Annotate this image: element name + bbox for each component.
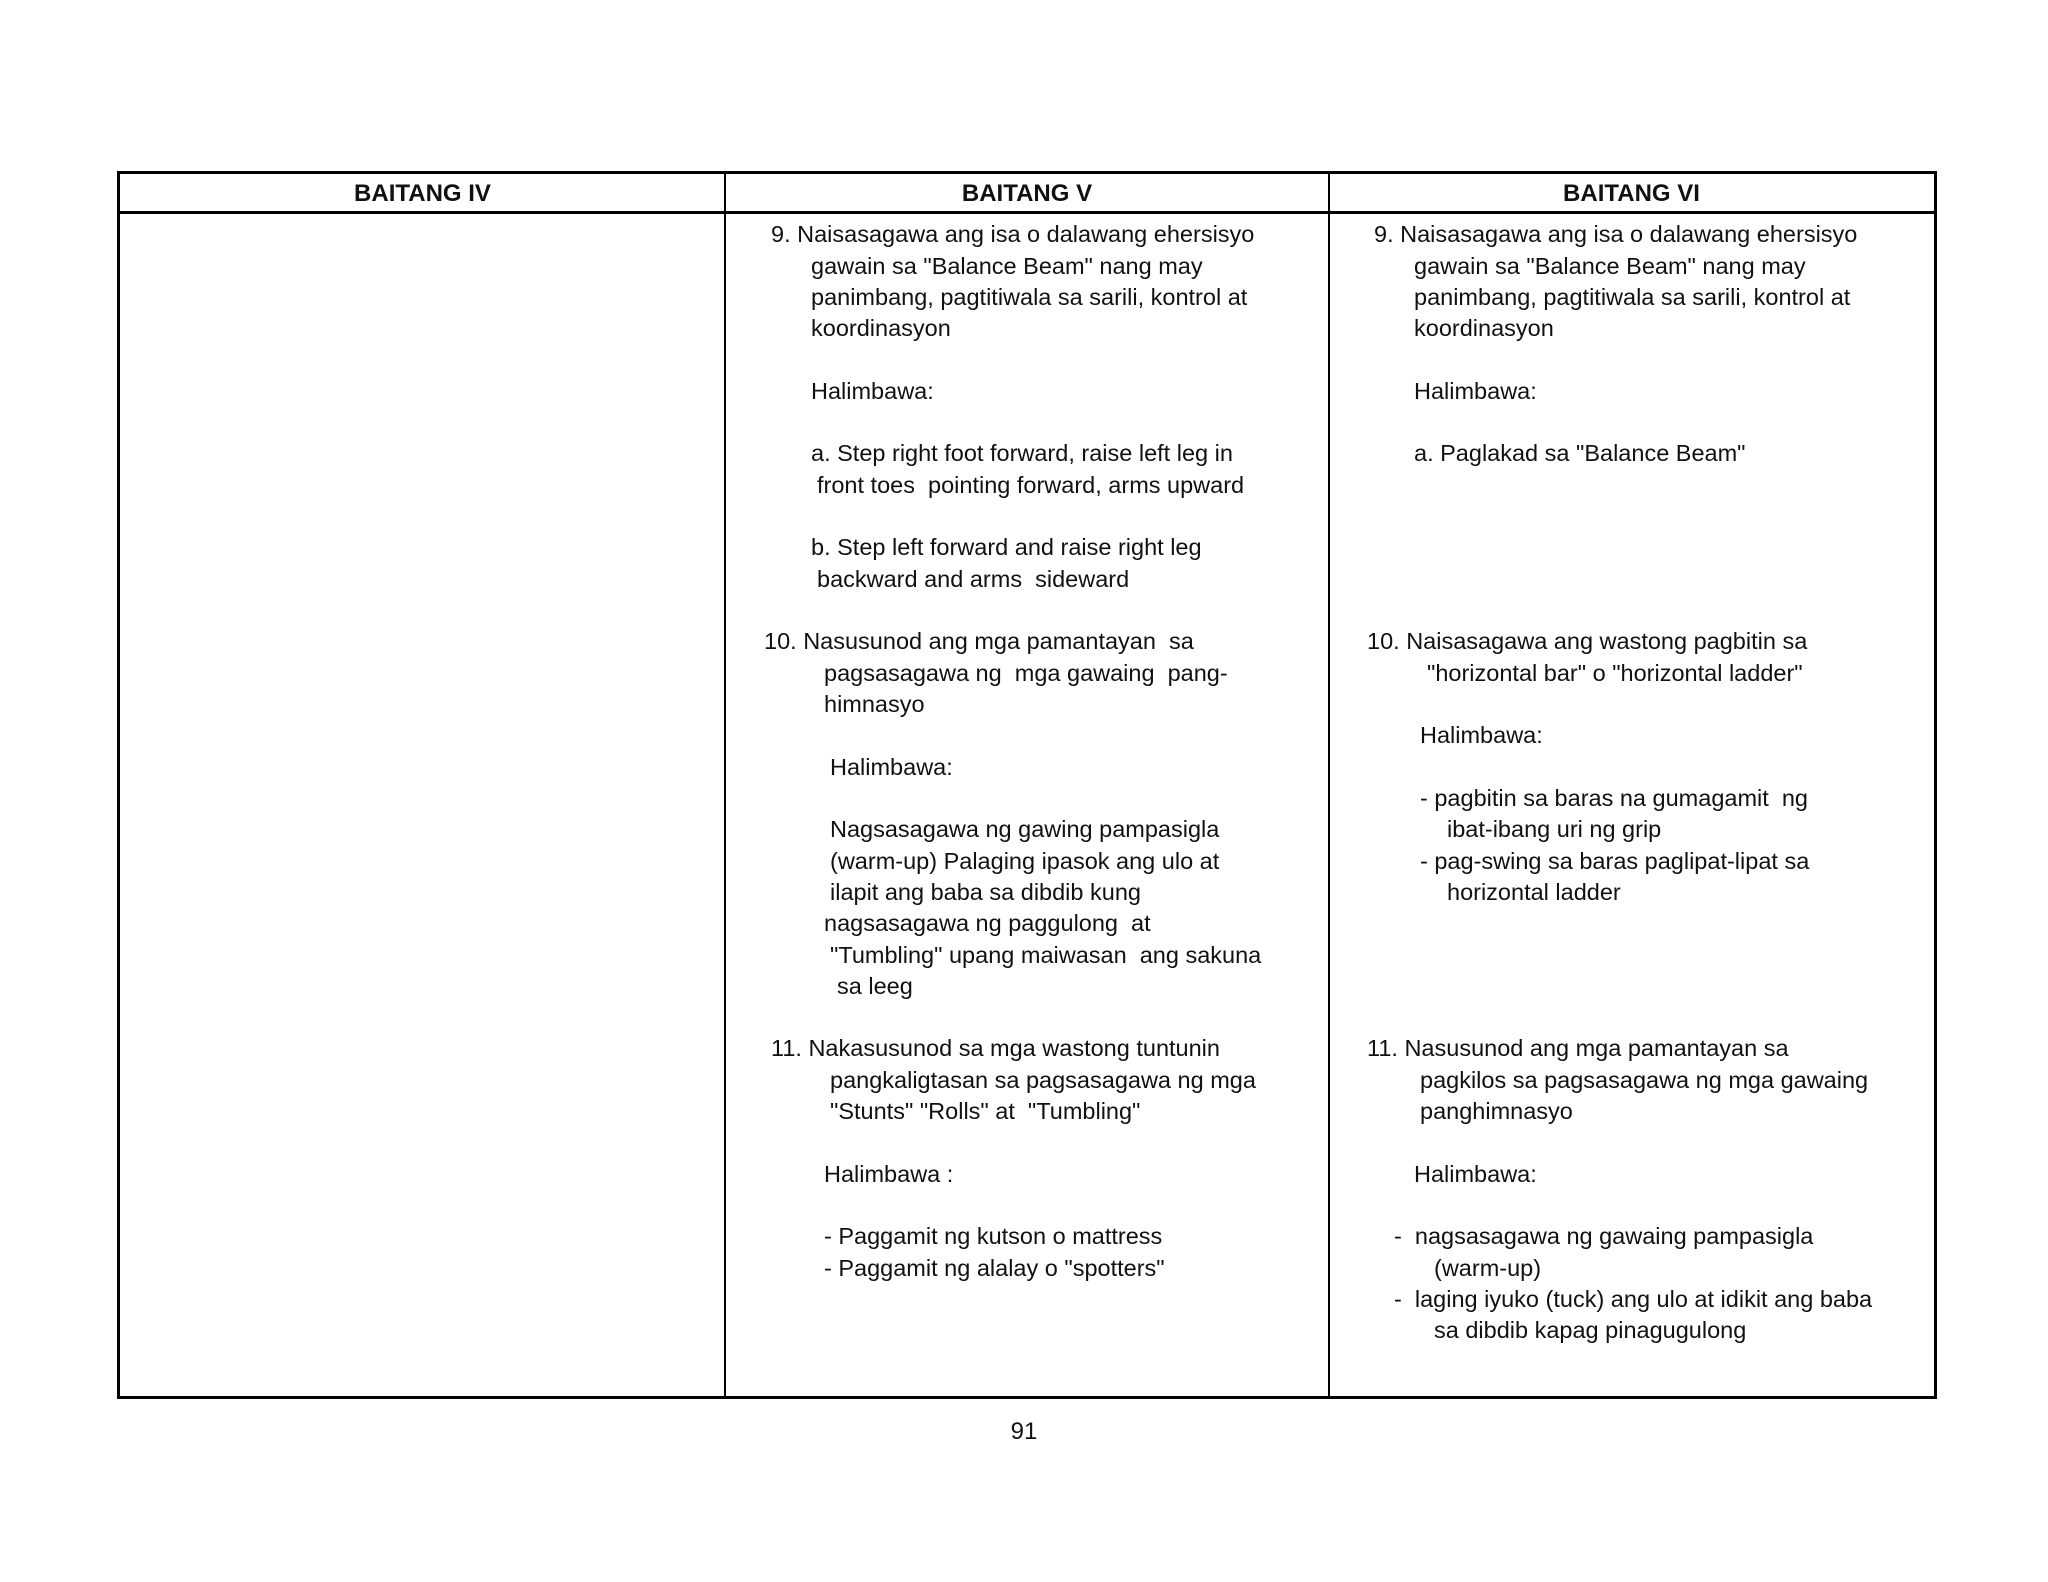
- text-line: pangkaligtasan sa pagsasagawa ng mga: [830, 1067, 1256, 1093]
- text-line: nagsasagawa ng paggulong at: [824, 910, 1151, 936]
- text-line: "Stunts" "Rolls" at "Tumbling": [830, 1098, 1141, 1124]
- text-line: - laging iyuko (tuck) ang ulo at idikit ang baba: [1394, 1286, 1873, 1312]
- text-line: sa dibdib kapag pinagugulong: [1434, 1317, 1747, 1343]
- header-baitang-vi: BAITANG VI: [1563, 180, 1700, 207]
- text-line: koordinasyon: [1414, 315, 1554, 341]
- column-baitang-vi: [1330, 214, 1934, 1396]
- text-line: backward and arms sideward: [817, 566, 1130, 592]
- text-line: 9. Naisasagawa ang isa o dalawang ehersisyo: [1374, 221, 1858, 247]
- text-line: "horizontal bar" o "horizontal ladder": [1427, 660, 1803, 686]
- text-line: 11. Nasusunod ang mga pamantayan sa: [1367, 1035, 1789, 1061]
- curriculum-table: [117, 171, 1937, 1399]
- text-line: Halimbawa:: [830, 754, 953, 780]
- text-line: Halimbawa:: [1414, 378, 1537, 404]
- header-baitang-iv: BAITANG IV: [354, 180, 491, 207]
- text-line: 9. Naisasagawa ang isa o dalawang ehersisyo: [771, 221, 1255, 247]
- text-line: ilapit ang baba sa dibdib kung: [830, 879, 1141, 905]
- page-number: 91: [1010, 1418, 1038, 1445]
- text-line: 10. Nasusunod ang mga pamantayan sa: [764, 628, 1194, 654]
- text-line: panimbang, pagtitiwala sa sarili, kontrol at: [1414, 284, 1851, 310]
- text-line: pagkilos sa pagsasagawa ng mga gawaing: [1420, 1067, 1869, 1093]
- text-line: (warm-up) Palaging ipasok ang ulo at: [830, 848, 1220, 874]
- text-line: Halimbawa:: [811, 378, 934, 404]
- column-baitang-iv: [120, 214, 724, 1396]
- text-line: panghimnasyo: [1420, 1098, 1573, 1124]
- text-line: pagsasagawa ng mga gawaing pang-: [824, 660, 1228, 686]
- text-line: ibat-ibang uri ng grip: [1447, 816, 1662, 842]
- text-line: Halimbawa :: [824, 1161, 954, 1187]
- text-line: - pag-swing sa baras paglipat-lipat sa: [1420, 848, 1810, 874]
- text-line: panimbang, pagtitiwala sa sarili, kontrol at: [811, 284, 1248, 310]
- header-baitang-v: BAITANG V: [961, 180, 1093, 207]
- text-line: Halimbawa:: [1420, 722, 1543, 748]
- text-line: - Paggamit ng alalay o "spotters": [824, 1255, 1165, 1281]
- text-line: b. Step left forward and raise right leg: [811, 534, 1202, 560]
- text-line: Halimbawa:: [1414, 1161, 1537, 1187]
- text-line: a. Step right foot forward, raise left leg in: [811, 440, 1233, 466]
- text-line: - nagsasagawa ng gawaing pampasigla: [1394, 1223, 1814, 1249]
- text-line: sa leeg: [837, 973, 913, 999]
- text-line: gawain sa "Balance Beam" nang may: [1414, 253, 1806, 279]
- text-line: himnasyo: [824, 691, 925, 717]
- text-line: front toes pointing forward, arms upward: [817, 472, 1245, 498]
- text-line: (warm-up): [1434, 1255, 1542, 1281]
- text-line: 11. Nakasusunod sa mga wastong tuntunin: [771, 1035, 1220, 1061]
- text-line: gawain sa "Balance Beam" nang may: [811, 253, 1203, 279]
- text-line: 10. Naisasagawa ang wastong pagbitin sa: [1367, 628, 1808, 654]
- text-line: Nagsasagawa ng gawing pampasigla: [830, 816, 1220, 842]
- text-line: "Tumbling" upang maiwasan ang sakuna: [830, 942, 1262, 968]
- text-line: horizontal ladder: [1447, 879, 1621, 905]
- text-line: - Paggamit ng kutson o mattress: [824, 1223, 1163, 1249]
- column-baitang-v: [726, 214, 1328, 1396]
- text-line: a. Paglakad sa "Balance Beam": [1414, 440, 1746, 466]
- table-header-row: [120, 174, 1934, 214]
- text-line: koordinasyon: [811, 315, 951, 341]
- text-line: - pagbitin sa baras na gumagamit ng: [1420, 785, 1808, 811]
